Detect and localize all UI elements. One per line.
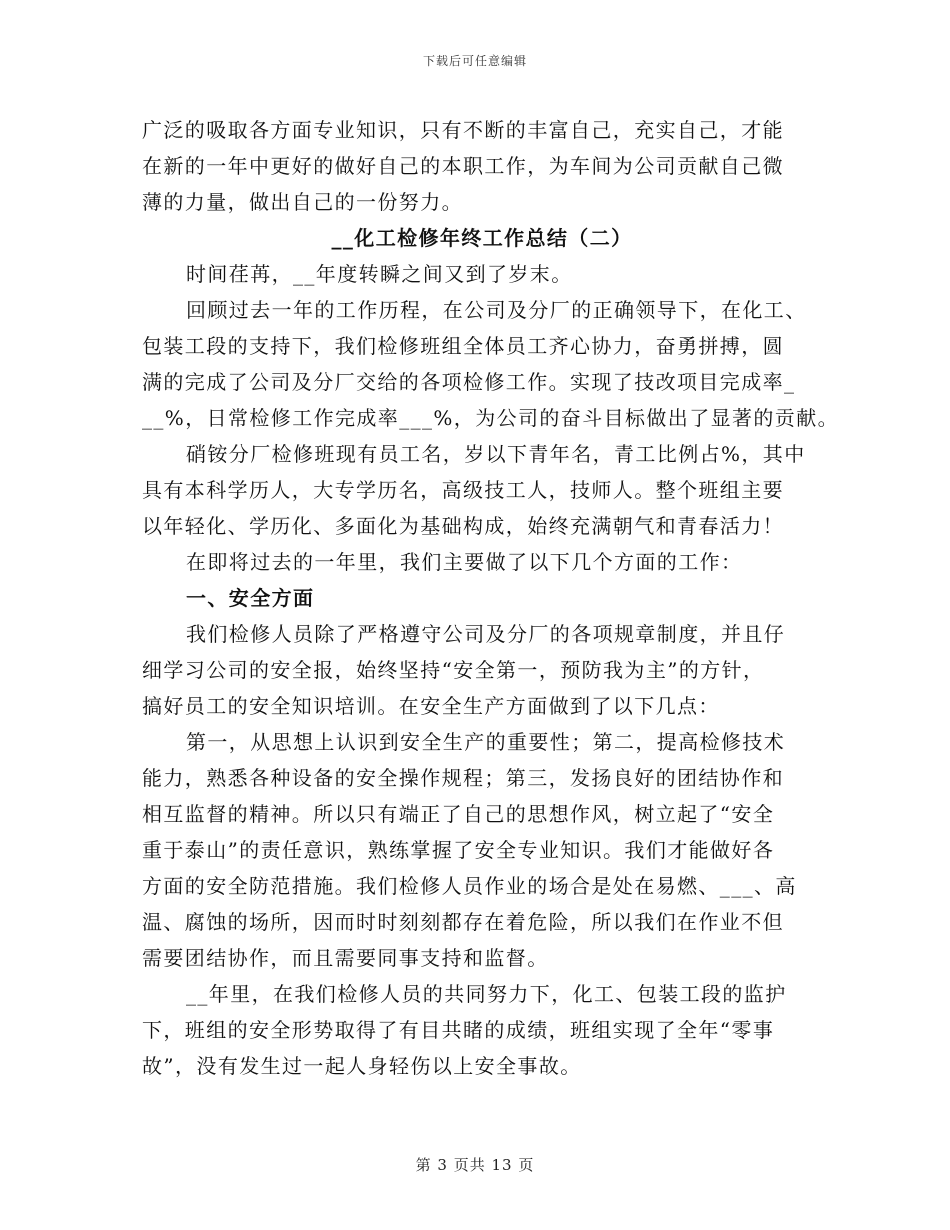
paragraph-line: 温、腐蚀的场所，因而时时刻刻都存在着危险，所以我们在作业不但	[142, 910, 784, 934]
paragraph-line: 薄的力量，做出自己的一份努力。	[142, 190, 463, 214]
paragraph-line: 回顾过去一年的工作历程，在公司及分厂的正确领导下，在化工、	[186, 298, 807, 322]
subsection-heading: 一、安全方面	[186, 586, 315, 610]
paragraph-line: 需要团结协作，而且需要同事支持和监督。	[142, 946, 549, 970]
paragraph-line: 重于泰山”的责任意识，熟练掌握了安全专业知识。我们才能做好各	[142, 838, 775, 862]
section-title: __化工检修年终工作总结（二）	[331, 226, 633, 250]
paragraph-line: 搞好员工的安全知识培训。在安全生产方面做到了以下几点：	[142, 694, 720, 718]
paragraph-line: 相互监督的精神。所以只有端正了自己的思想作风，树立起了“安全	[142, 802, 775, 826]
paragraph-line: 广泛的吸取各方面专业知识，只有不断的丰富自己，充实自己，才能	[142, 118, 784, 142]
paragraph-line: 第一，从思想上认识到安全生产的重要性；第二，提高检修技术	[186, 730, 786, 754]
paragraph-line: 硝铵分厂检修班现有员工名，岁以下青年名，青工比例占%，其中	[186, 442, 806, 466]
paragraph-line: 能力，熟悉各种设备的安全操作规程；第三，发扬良好的团结协作和	[142, 766, 784, 790]
paragraph-line: 下，班组的安全形势取得了有目共睹的成绩，班组实现了全年“零事	[142, 1018, 775, 1042]
paragraph-line: 包装工段的支持下，我们检修班组全体员工齐心协力，奋勇拼搏，圆	[142, 334, 784, 358]
paragraph-line: 以年轻化、学历化、多面化为基础构成，始终充满朝气和青春活力！	[142, 514, 784, 538]
paragraph-line: __%，日常检修工作完成率___%，为公司的奋斗目标做出了显著的贡献。	[142, 406, 840, 430]
paragraph-line: 时间荏苒，__年度转瞬之间又到了岁末。	[186, 262, 573, 286]
document-body	[142, 112, 840, 1084]
page-number-footer: 第 3 页共 13 页	[415, 1156, 535, 1174]
paragraph-line: 在新的一年中更好的做好自己的本职工作，为车间为公司贡献自己微	[142, 154, 784, 178]
paragraph-line: 在即将过去的一年里，我们主要做了以下几个方面的工作：	[186, 550, 743, 574]
paragraph-line: 细学习公司的安全报，始终坚持“安全第一，预防我为主”的方针，	[142, 658, 765, 682]
paragraph-line: 具有本科学历人，大专学历名，高级技工人，技师人。整个班组主要	[142, 478, 784, 502]
paragraph-line: 我们检修人员除了严格遵守公司及分厂的各项规章制度，并且仔	[186, 622, 786, 646]
paragraph-line: 故”，没有发生过一起人身轻伤以上安全事故。	[142, 1054, 582, 1078]
paragraph-line: 方面的安全防范措施。我们检修人员作业的场合是处在易燃、___、高	[142, 874, 797, 898]
paragraph-line: __年里，在我们检修人员的共同努力下，化工、包装工段的监护	[186, 982, 787, 1006]
paragraph-line: 满的完成了公司及分厂交给的各项检修工作。实现了技改项目完成率_	[142, 370, 796, 394]
header-note: 下载后可任意编辑	[422, 54, 527, 68]
